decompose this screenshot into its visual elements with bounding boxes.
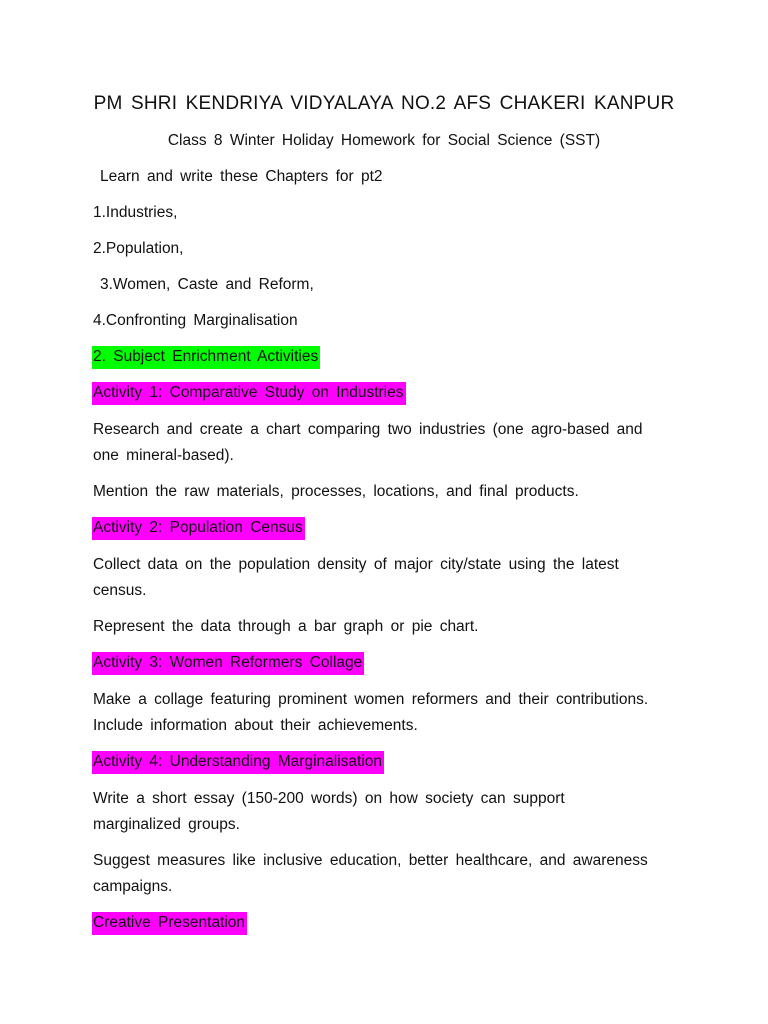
activity-3-line-1: Make a collage featuring prominent women reformers and their contributions. bbox=[93, 691, 649, 708]
school-title: PM SHRI KENDRIYA VIDYALAYA NO.2 AFS CHAKERI KANPUR bbox=[93, 93, 675, 114]
chapter-4: 4.Confronting Marginalisation bbox=[93, 312, 298, 329]
activity-4-line-2: marginalized groups. bbox=[93, 816, 240, 833]
activity-1-heading-text: Activity 1: Comparative Study on Industries bbox=[92, 382, 406, 405]
section-heading bbox=[92, 346, 320, 369]
activity-2-line-2: census. bbox=[93, 582, 147, 599]
activity-1-line-2: one mineral-based). bbox=[93, 447, 234, 464]
activity-2-line-1: Collect data on the population density of major city/state using the latest bbox=[93, 556, 619, 573]
activity-4-heading bbox=[92, 751, 384, 774]
activity-2-heading-text: Activity 2: Population Census bbox=[92, 517, 305, 540]
activity-4-line-1: Write a short essay (150-200 words) on how society can support bbox=[93, 790, 565, 807]
activity-2-heading bbox=[92, 517, 305, 540]
homework-subtitle: Class 8 Winter Holiday Homework for Social Science (SST) bbox=[167, 132, 601, 149]
activity-1-heading bbox=[92, 382, 406, 405]
intro-text: Learn and write these Chapters for pt2 bbox=[100, 168, 383, 185]
activity-4-heading-text: Activity 4: Understanding Marginalisation bbox=[92, 751, 384, 774]
activity-1-line-1: Research and create a chart comparing two industries (one agro-based and bbox=[93, 421, 643, 438]
creative-presentation-heading bbox=[92, 912, 247, 935]
activity-4-line-3: Suggest measures like inclusive education, better healthcare, and awareness bbox=[93, 852, 648, 869]
activity-3-line-2: Include information about their achievements. bbox=[93, 717, 418, 734]
activity-3-heading bbox=[92, 652, 364, 675]
activity-2-line-3: Represent the data through a bar graph or pie chart. bbox=[93, 618, 479, 635]
activity-4-line-4: campaigns. bbox=[93, 878, 173, 895]
chapter-3: 3.Women, Caste and Reform, bbox=[100, 276, 314, 293]
activity-3-heading-text: Activity 3: Women Reformers Collage bbox=[92, 652, 364, 675]
chapter-1: 1.Industries, bbox=[93, 204, 178, 221]
creative-presentation-heading-text: Creative Presentation bbox=[92, 912, 247, 935]
section-heading-text: 2. Subject Enrichment Activities bbox=[92, 346, 320, 369]
chapter-2: 2.Population, bbox=[93, 240, 184, 257]
activity-1-line-3: Mention the raw materials, processes, locations, and final products. bbox=[93, 483, 579, 500]
